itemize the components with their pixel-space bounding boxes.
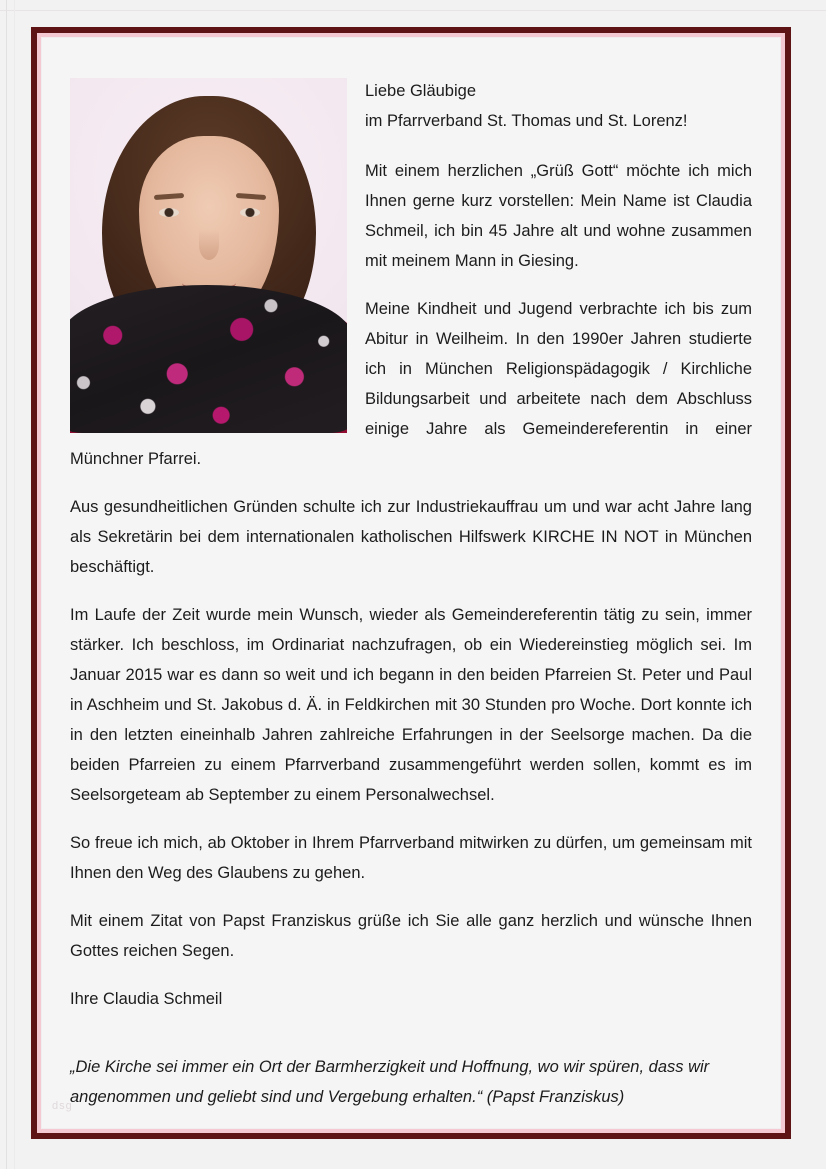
paragraph-return-to-ministry: Im Laufe der Zeit wurde mein Wunsch, wieder als Gemeindereferentin tätig zu sein, immer stärker. Ich beschloss, im Ordinariat nachzufragen, ob ein Wiedereinstieg möglich sei. Im Januar 2015 war es dann so weit und ich begann in den beiden Pfarreien St. Peter und Paul in Aschheim und St. Jakobus d. Ä. in Feldkirchen mit 30 Stunden pro Woche. Dort konnte ich in den letzten eineinhalb Jahren zahlreiche Erfahrungen in der Seelsorge machen. Da die beiden Pfarreien zu einem Pfarrverband zusammengeführt werden sollen, kommt es im Seelsorgeteam ab September zu einem Personalwechsel. (70, 606, 752, 804)
paragraph-career-change: Aus gesundheitlichen Gründen schulte ich zur Industriekauffrau um und war acht Jahre lang als Sekretärin bei dem internationalen katholischen Hilfswerk KIRCHE IN NOT in München beschäftigt. (70, 498, 752, 576)
scan-edge-left-secondary (14, 0, 15, 1169)
scan-smudge: dsg (52, 1100, 73, 1112)
signature: Ihre Claudia Schmeil (70, 990, 223, 1008)
paragraph-blessing: Mit einem Zitat von Papst Franziskus grüße ich Sie alle ganz herzlich und wünsche Ihnen Gottes reichen Segen. (70, 912, 752, 960)
photo-nose (199, 230, 219, 260)
paragraph-looking-forward: So freue ich mich, ab Oktober in Ihrem Pfarrverband mitwirken zu dürfen, um gemeinsam mit Ihnen den Weg des Glaubens zu gehen. (70, 834, 752, 882)
content-panel (41, 37, 781, 1129)
photo-scarf (70, 285, 347, 433)
quote-spacer (70, 1014, 752, 1052)
salutation-line-2: im Pfarrverband St. Thomas und St. Lorenz! (365, 112, 688, 130)
papal-quote: „Die Kirche sei immer ein Ort der Barmherzigkeit und Hoffnung, wo wir spüren, dass wir angenommen und geliebt sind und Vergebung erhalten.“ (Papst Franziskus) (70, 1058, 710, 1106)
paragraph-childhood-studies: Meine Kindheit und Jugend verbrachte ich bis zum Abitur in Weilheim. In den 1990er Jahren studierte ich in München Religionspädagogik / Kirchliche Bildungsarbeit und arbeitete nach dem Abschluss einige Jahre als Gemeindereferentin in einer Münchner Pfarrei. (70, 300, 752, 468)
decorative-frame-outer (31, 27, 791, 1139)
photo-eye-right (240, 208, 260, 217)
letter-content (42, 38, 780, 1128)
paragraph-intro: Mit einem herzlichen „Grüß Gott“ möchte ich mich Ihnen gerne kurz vorstellen: Mein Name ist Claudia Schmeil, ich bin 45 Jahre alt und wohne zusammen mit meinem Mann in Giesing. (365, 162, 752, 270)
decorative-frame-inner (37, 33, 785, 1133)
scan-edge-left (6, 0, 7, 1169)
salutation-line-1: Liebe Gläubige (365, 82, 477, 100)
portrait-photo (70, 78, 347, 433)
scan-edge-top (0, 10, 826, 11)
photo-eye-left (159, 208, 179, 217)
